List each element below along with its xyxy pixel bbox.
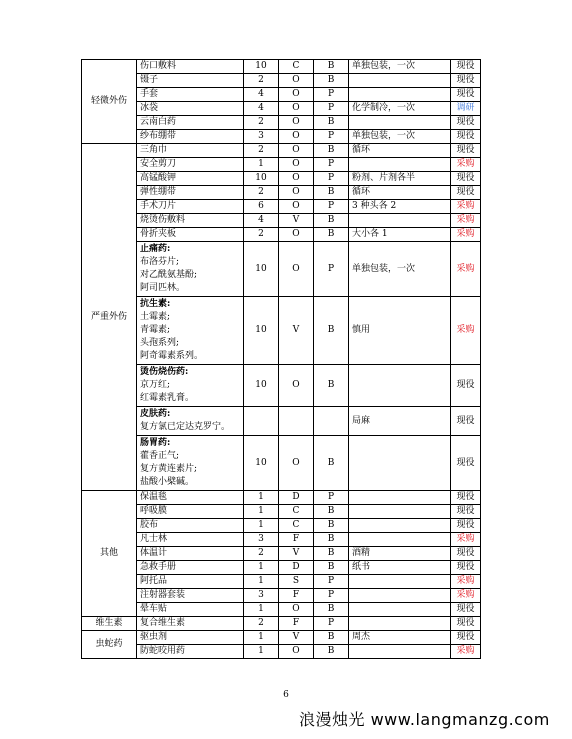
code2-cell: P (314, 491, 349, 505)
table-row (82, 519, 481, 533)
qty-cell: 2 (244, 74, 279, 88)
code2-cell: B (314, 144, 349, 158)
item-cell: 高锰酸钾 (137, 172, 244, 186)
table-row (82, 561, 481, 575)
qty-cell: 1 (244, 575, 279, 589)
item-cell: 手套 (137, 88, 244, 102)
table-row (82, 88, 481, 102)
code2-cell: P (314, 102, 349, 116)
item-cell: 复合维生素 (137, 617, 244, 631)
table-row (82, 603, 481, 617)
page-number: 6 (283, 690, 289, 700)
code2-cell: P (314, 158, 349, 172)
category-cell: 轻微外伤 (82, 60, 137, 144)
table-row (82, 491, 481, 505)
code2-cell: B (314, 519, 349, 533)
item-cell: 骨折夹板 (137, 228, 244, 242)
code2-cell: B (314, 214, 349, 228)
code1-cell: D (279, 491, 314, 505)
note-cell (349, 491, 451, 505)
status-cell: 采购 (451, 297, 481, 365)
qty-cell: 2 (244, 186, 279, 200)
item-group-cell (137, 436, 244, 491)
table-row (82, 547, 481, 561)
table-row (82, 533, 481, 547)
code2-cell: B (314, 645, 349, 659)
table-row (82, 172, 481, 186)
code1-cell: F (279, 617, 314, 631)
qty-cell: 1 (244, 491, 279, 505)
note-cell (349, 645, 451, 659)
code1-cell: O (279, 130, 314, 144)
status-cell: 采购 (451, 214, 481, 228)
code1-cell (279, 407, 314, 436)
note-cell: 慎用 (349, 297, 451, 365)
code1-cell: F (279, 589, 314, 603)
group-heading: 止痛药: (140, 244, 171, 254)
status-cell: 现役 (451, 547, 481, 561)
note-cell: 循环 (349, 144, 451, 158)
code1-cell: O (279, 228, 314, 242)
status-cell: 现役 (451, 60, 481, 74)
qty-cell: 1 (244, 519, 279, 533)
code1-cell: O (279, 645, 314, 659)
code2-cell: P (314, 88, 349, 102)
code2-cell: P (314, 617, 349, 631)
qty-cell: 1 (244, 158, 279, 172)
status-cell: 现役 (451, 407, 481, 436)
code2-cell: B (314, 228, 349, 242)
qty-cell: 10 (244, 297, 279, 365)
status-cell: 现役 (451, 603, 481, 617)
group-heading: 皮肤药: (140, 409, 171, 419)
code2-cell: B (314, 297, 349, 365)
qty-cell: 3 (244, 589, 279, 603)
code1-cell: F (279, 533, 314, 547)
status-cell: 采购 (451, 589, 481, 603)
status-cell: 现役 (451, 74, 481, 88)
category-cell: 维生素 (82, 617, 137, 631)
group-line: 头孢系列; (140, 338, 180, 348)
status-cell: 现役 (451, 88, 481, 102)
qty-cell: 2 (244, 116, 279, 130)
note-cell (349, 88, 451, 102)
status-cell: 采购 (451, 645, 481, 659)
code1-cell: V (279, 631, 314, 645)
note-cell (349, 74, 451, 88)
code2-cell: B (314, 533, 349, 547)
code1-cell: O (279, 102, 314, 116)
note-cell (349, 519, 451, 533)
note-cell: 大小各 1 (349, 228, 451, 242)
code2-cell: P (314, 589, 349, 603)
group-line: 土霉素; (140, 312, 171, 322)
code1-cell: D (279, 561, 314, 575)
note-cell (349, 436, 451, 491)
code2-cell: P (314, 172, 349, 186)
item-cell: 手术刀片 (137, 200, 244, 214)
table-row (82, 575, 481, 589)
item-cell: 注射器套装 (137, 589, 244, 603)
table-row (82, 74, 481, 88)
note-cell (349, 533, 451, 547)
code1-cell: O (279, 88, 314, 102)
qty-cell: 10 (244, 436, 279, 491)
table-row (82, 102, 481, 116)
group-line: 复方黄连素片; (140, 464, 198, 474)
category-cell: 虫蛇药 (82, 631, 137, 659)
group-line: 藿香正气; (140, 451, 180, 461)
note-cell (349, 617, 451, 631)
code1-cell: O (279, 186, 314, 200)
group-heading: 抗生素: (140, 299, 171, 309)
note-cell: 纸书 (349, 561, 451, 575)
group-line: 对乙酰氨基酚; (140, 270, 198, 280)
status-cell: 采购 (451, 158, 481, 172)
code2-cell: B (314, 186, 349, 200)
category-cell: 严重外伤 (82, 144, 137, 491)
qty-cell: 1 (244, 561, 279, 575)
code1-cell: V (279, 214, 314, 228)
code2-cell: B (314, 60, 349, 74)
code1-cell: V (279, 547, 314, 561)
code2-cell: B (314, 116, 349, 130)
qty-cell: 10 (244, 365, 279, 407)
code1-cell: O (279, 365, 314, 407)
table-row (82, 144, 481, 158)
table-row (82, 116, 481, 130)
note-cell (349, 575, 451, 589)
table-row (82, 631, 481, 645)
code2-cell: B (314, 74, 349, 88)
item-cell: 纱布绷带 (137, 130, 244, 144)
group-line: 阿奇霉素系列。 (140, 351, 204, 361)
code2-cell: B (314, 603, 349, 617)
note-cell (349, 603, 451, 617)
group-line: 阿司匹林。 (140, 283, 186, 293)
item-cell: 胶布 (137, 519, 244, 533)
item-cell: 晕车贴 (137, 603, 244, 617)
status-cell: 采购 (451, 242, 481, 297)
table-row (82, 297, 481, 365)
group-line: 布洛芬片; (140, 257, 180, 267)
table-row (82, 436, 481, 491)
status-cell: 现役 (451, 491, 481, 505)
table-row (82, 645, 481, 659)
note-cell (349, 214, 451, 228)
item-cell: 烧烫伤敷料 (137, 214, 244, 228)
code1-cell: O (279, 200, 314, 214)
table-row (82, 60, 481, 74)
code2-cell: B (314, 561, 349, 575)
code2-cell: B (314, 436, 349, 491)
status-cell: 现役 (451, 436, 481, 491)
item-cell: 安全剪刀 (137, 158, 244, 172)
table-row (82, 200, 481, 214)
qty-cell: 10 (244, 172, 279, 186)
group-line: 京万红; (140, 380, 171, 390)
note-cell: 酒精 (349, 547, 451, 561)
table-row (82, 589, 481, 603)
qty-cell: 2 (244, 617, 279, 631)
note-cell: 单独包装，一次 (349, 242, 451, 297)
qty-cell: 3 (244, 130, 279, 144)
qty-cell: 1 (244, 505, 279, 519)
qty-cell: 10 (244, 242, 279, 297)
code1-cell: O (279, 158, 314, 172)
watermark-text: 浪漫烛光 www.langmanzg.com (299, 710, 550, 729)
item-cell: 体温计 (137, 547, 244, 561)
status-cell: 采购 (451, 533, 481, 547)
status-cell: 现役 (451, 561, 481, 575)
item-group-cell (137, 242, 244, 297)
table-row (82, 228, 481, 242)
note-cell: 单独包装，一次 (349, 130, 451, 144)
qty-cell: 1 (244, 645, 279, 659)
item-cell: 呼吸膜 (137, 505, 244, 519)
item-cell: 凡士林 (137, 533, 244, 547)
group-line: 红霉素乳膏。 (140, 393, 195, 403)
code1-cell: C (279, 60, 314, 74)
status-cell: 现役 (451, 186, 481, 200)
status-cell: 现役 (451, 172, 481, 186)
qty-cell: 1 (244, 603, 279, 617)
note-cell: 3 种头各 2 (349, 200, 451, 214)
group-line: 青霉素; (140, 325, 171, 335)
note-cell: 局麻 (349, 407, 451, 436)
item-cell: 保温毯 (137, 491, 244, 505)
code2-cell: P (314, 200, 349, 214)
code1-cell: O (279, 172, 314, 186)
code2-cell: B (314, 547, 349, 561)
item-cell: 云南白药 (137, 116, 244, 130)
note-cell: 周杰 (349, 631, 451, 645)
status-cell: 现役 (451, 144, 481, 158)
status-cell: 现役 (451, 130, 481, 144)
table-row (82, 407, 481, 436)
code1-cell: C (279, 505, 314, 519)
item-cell: 防蛇咬用药 (137, 645, 244, 659)
code2-cell: B (314, 505, 349, 519)
code2-cell: B (314, 631, 349, 645)
item-cell: 冰袋 (137, 102, 244, 116)
code1-cell: V (279, 297, 314, 365)
item-cell: 驱虫剂 (137, 631, 244, 645)
qty-cell: 2 (244, 144, 279, 158)
status-cell: 现役 (451, 365, 481, 407)
group-line: 盐酸小檗碱。 (140, 477, 195, 487)
table-row (82, 365, 481, 407)
note-cell: 循环 (349, 186, 451, 200)
code1-cell: C (279, 519, 314, 533)
item-group-cell (137, 407, 244, 436)
item-group-cell (137, 365, 244, 407)
qty-cell: 4 (244, 214, 279, 228)
code2-cell: B (314, 365, 349, 407)
status-cell: 现役 (451, 519, 481, 533)
qty-cell: 2 (244, 228, 279, 242)
code2-cell: P (314, 242, 349, 297)
code2-cell: P (314, 130, 349, 144)
table-row (82, 186, 481, 200)
qty-cell: 4 (244, 102, 279, 116)
note-cell (349, 158, 451, 172)
status-cell: 现役 (451, 631, 481, 645)
note-cell (349, 365, 451, 407)
code1-cell: O (279, 436, 314, 491)
qty-cell: 6 (244, 200, 279, 214)
status-cell: 现役 (451, 505, 481, 519)
note-cell (349, 505, 451, 519)
item-group-cell (137, 297, 244, 365)
note-cell (349, 589, 451, 603)
qty-cell: 1 (244, 631, 279, 645)
note-cell (349, 116, 451, 130)
status-cell: 采购 (451, 228, 481, 242)
qty-cell: 10 (244, 60, 279, 74)
status-cell: 现役 (451, 116, 481, 130)
code1-cell: O (279, 74, 314, 88)
supply-table (81, 59, 481, 659)
item-cell: 急救手册 (137, 561, 244, 575)
qty-cell (244, 407, 279, 436)
qty-cell: 2 (244, 547, 279, 561)
code2-cell: P (314, 575, 349, 589)
code1-cell: O (279, 603, 314, 617)
status-cell: 调研 (451, 102, 481, 116)
code1-cell: O (279, 242, 314, 297)
status-cell: 现役 (451, 617, 481, 631)
note-cell: 单独包装，一次 (349, 60, 451, 74)
status-cell: 采购 (451, 200, 481, 214)
item-cell: 三角巾 (137, 144, 244, 158)
table-row (82, 505, 481, 519)
table-row (82, 130, 481, 144)
note-cell: 粉剂、片剂各半 (349, 172, 451, 186)
status-cell: 采购 (451, 575, 481, 589)
table-row (82, 214, 481, 228)
note-cell: 化学制冷，一次 (349, 102, 451, 116)
table-row (82, 617, 481, 631)
qty-cell: 3 (244, 533, 279, 547)
item-cell: 弹性绷带 (137, 186, 244, 200)
code2-cell (314, 407, 349, 436)
code1-cell: O (279, 116, 314, 130)
group-line: 复方氯已定达克罗宁。 (140, 422, 231, 432)
item-cell: 伤口敷料 (137, 60, 244, 74)
group-heading: 肠胃药: (140, 438, 171, 448)
item-cell: 镊子 (137, 74, 244, 88)
category-cell: 其他 (82, 491, 137, 617)
item-cell: 阿托品 (137, 575, 244, 589)
code1-cell: S (279, 575, 314, 589)
code1-cell: O (279, 144, 314, 158)
table-row (82, 158, 481, 172)
qty-cell: 4 (244, 88, 279, 102)
group-heading: 烫伤烧伤药: (140, 367, 189, 377)
table-row (82, 242, 481, 297)
